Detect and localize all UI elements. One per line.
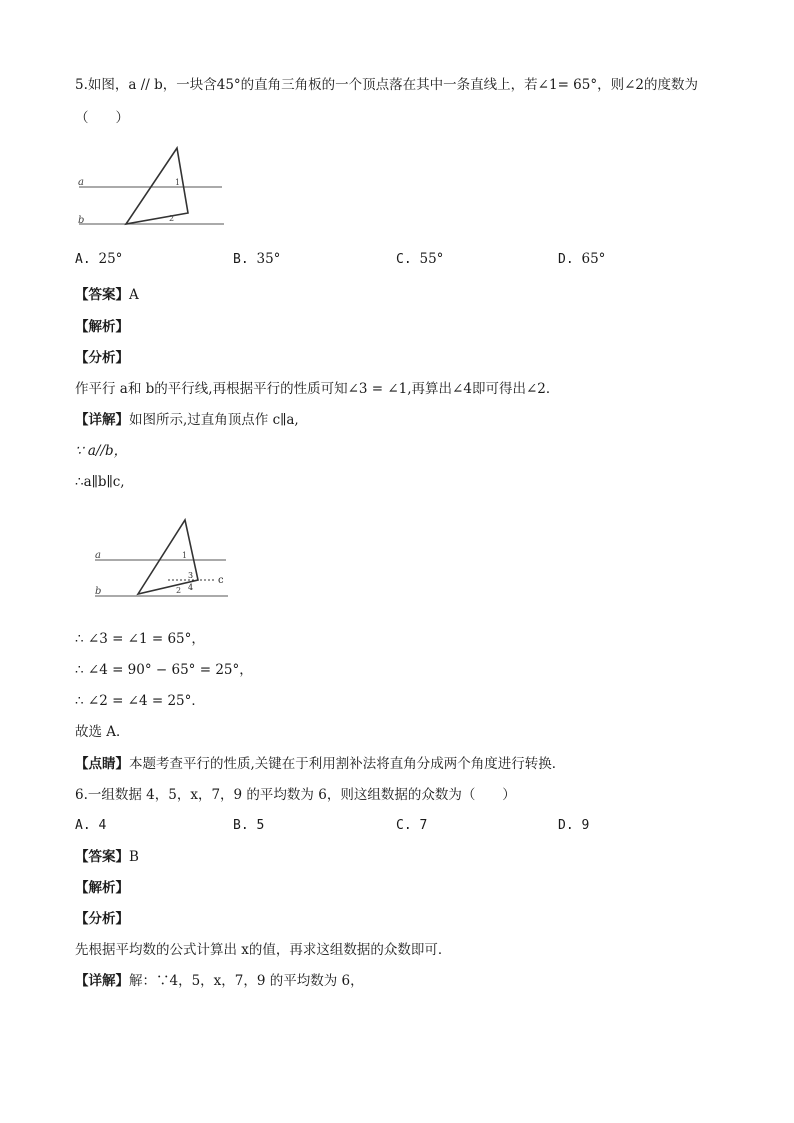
q5-option-b: B. 35° [233,251,281,267]
q5-step-therefore: ∴a∥b∥c, [75,474,125,490]
q5-answer-paren: （ ） [75,110,129,126]
q5-conclusion: 故选 A． [75,724,130,740]
fig1-angle-1: 1 [175,178,181,187]
fig2-angle-4: 4 [188,583,194,592]
fig2-angle-2: 2 [176,586,182,595]
q6-option-a: A. 4 [75,818,107,833]
q5-dianjing: 【点睛】本题考查平行的性质,关键在于利用割补法将直角分成两个角度进行转换． [75,756,566,772]
q5-step-because: ∵ a//b， [75,443,128,459]
q5-option-c: C. 55° [396,251,444,267]
q6-analysis-heading: 【解析】 [75,880,129,896]
fig2-label-b: b [95,586,102,597]
fig2-angle-1: 1 [182,551,188,560]
q5-option-a: A. 25° [75,251,123,267]
q5-fenxi-heading: 【分析】 [75,350,129,366]
q5-figure-2 [90,512,240,604]
q5-answer: 【答案】A [75,287,139,303]
q5-stem: 5.如图，a // b，一块含45°的直角三角板的一个顶点落在其中一条直线上，若∠1= 65°，则∠2的度数为 [75,77,699,93]
fig2-angle-3: 3 [188,571,194,580]
q6-answer: 【答案】B [75,849,139,865]
q6-option-c: C. 7 [396,818,428,833]
q6-fenxi-heading: 【分析】 [75,911,129,927]
q6-xiangjie: 【详解】解：∵4，5，x，7，9 的平均数为 6， [75,973,364,989]
q6-fenxi-text: 先根据平均数的公式计算出 x的值，再求这组数据的众数即可． [75,942,452,958]
fig2-label-a: a [95,550,101,561]
q5-eq-2: ∴ ∠4 = 90° − 65° = 25°， [75,662,253,678]
q5-fenxi-text: 作平行 a和 b的平行线,再根据平行的性质可知∠3 = ∠1,再算出∠4即可得出∠2． [75,381,560,397]
q5-analysis-heading: 【解析】 [75,319,129,335]
q5-eq-3: ∴ ∠2 = ∠4 = 25°． [75,693,205,709]
q6-option-d: D. 9 [558,818,590,833]
q5-xiangjie: 【详解】如图所示,过直角顶点作 c∥a, [75,412,299,428]
fig2-label-c: c [218,575,224,586]
q6-stem: 6.一组数据 4，5，x，7，9 的平均数为 6，则这组数据的众数为（ ） [75,787,516,803]
q6-option-b: B. 5 [233,818,265,833]
fig1-angle-2: 2 [169,214,175,223]
fig1-label-b: b [78,215,85,226]
fig1-label-a: a [78,177,84,188]
q5-eq-1: ∴ ∠3 = ∠1 = 65°， [75,631,205,647]
q5-option-d: D. 65° [558,251,606,267]
q5-figure-1 [74,140,234,235]
